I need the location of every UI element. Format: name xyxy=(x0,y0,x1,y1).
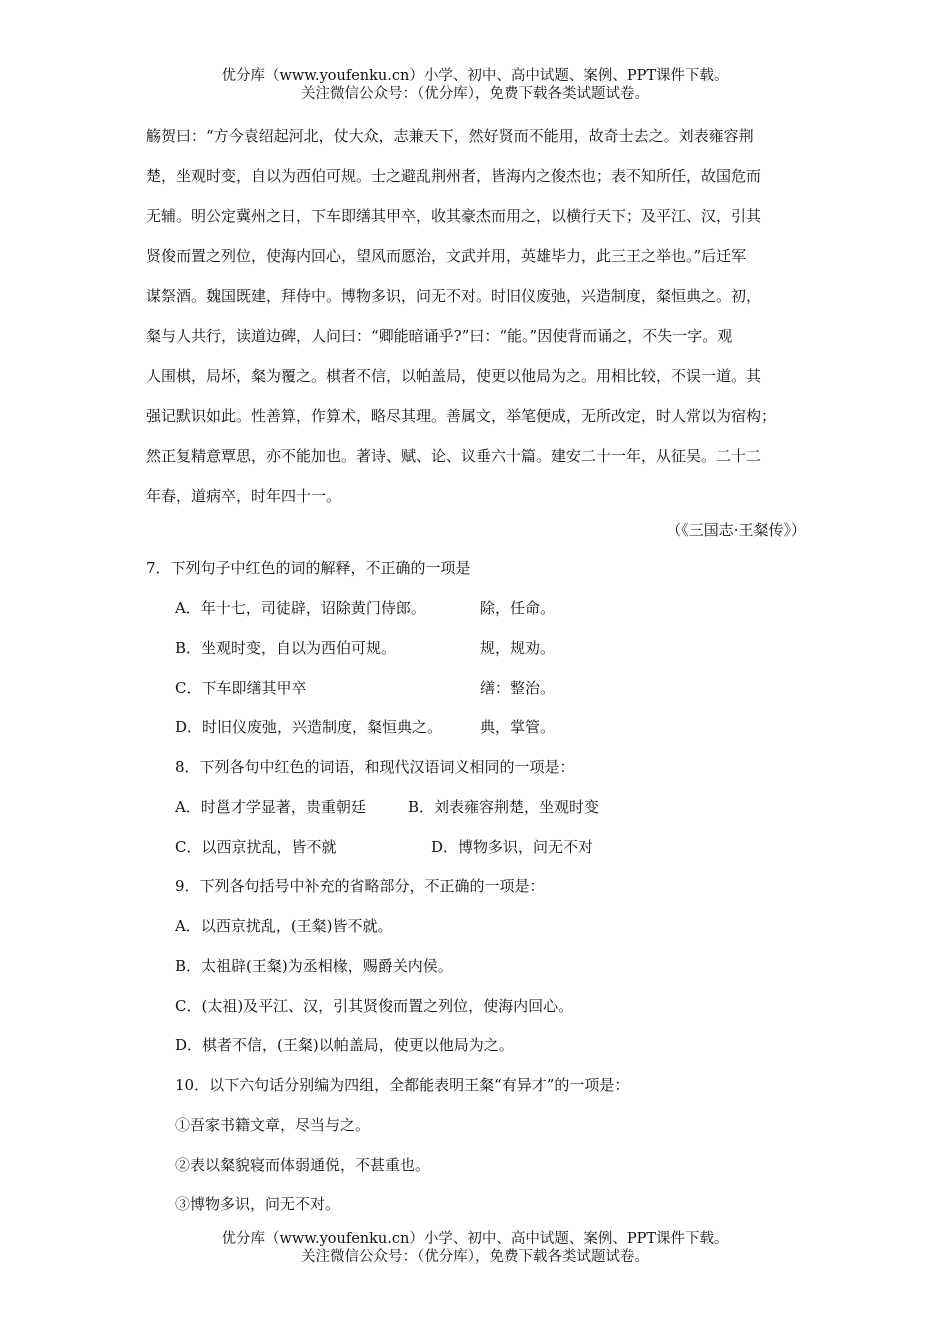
passage-line: 年春，道病卒，时年四十一。 xyxy=(146,487,342,505)
q7-option-c: C．下车即缮其甲卒 xyxy=(175,679,307,697)
q7-option-b: B．坐观时变，自以为西伯可规。 xyxy=(175,639,397,657)
q8-option-b: B．刘表雍容荆楚，坐观时变 xyxy=(408,798,600,816)
q7-gloss-c: 缮：整治。 xyxy=(480,679,556,697)
q9-stem: 9．下列各句括号中补充的省略部分，不正确的一项是： xyxy=(175,877,545,895)
footer-line-2: 关注微信公众号：（优分库），免费下载各类试题试卷。 xyxy=(301,1249,649,1265)
passage-line: 人围棋，局坏，粲为覆之。棋者不信，以帕盖局，使更以他局为之。用相比较，不误一道。其 xyxy=(146,367,762,385)
q9-option-c: C．(太祖)及平江、汉，引其贤俊而置之列位，使海内回心。 xyxy=(175,997,574,1015)
page-header xyxy=(0,67,950,103)
q7-option-a: A．年十七，司徒辟，诏除黄门侍郎。 xyxy=(175,599,426,617)
q8-stem: 8．下列各句中红色的词语，和现代汉语词义相同的一项是： xyxy=(175,758,575,776)
q8-option-d: D．博物多识，问无不对 xyxy=(431,838,594,856)
q7-gloss-d: 典，掌管。 xyxy=(480,718,556,736)
q10-item-2: ②表以粲貌寝而体弱通侻，不甚重也。 xyxy=(175,1156,431,1174)
passage-line: 无辅。明公定冀州之日，下车即缮其甲卒，收其豪杰而用之，以横行天下；及平江、汉，引其 xyxy=(146,207,762,225)
passage-line: 强记默识如此。性善算，作算术，略尽其理。善属文，举笔便成，无所改定，时人常以为宿构； xyxy=(146,407,777,425)
header-line-2: 关注微信公众号：（优分库），免费下载各类试题试卷。 xyxy=(301,86,649,102)
passage-line: 楚，坐观时变，自以为西伯可规。士之避乱荆州者，皆海内之俊杰也；表不知所任，故国危而 xyxy=(146,167,762,185)
page-footer xyxy=(0,1230,950,1266)
passage-line: 觞贺曰：“方今袁绍起河北，仗大众，志兼天下，然好贤而不能用，故奇士去之。刘表雍容荆 xyxy=(146,127,754,145)
q9-option-b: B．太祖辟(王粲)为丞相椽，赐爵关内侯。 xyxy=(175,957,453,975)
footer-line-1: 优分库（www.youfenku.cn）小学、初中、高中试题、案例、PPT课件下载。 xyxy=(221,1231,729,1247)
q8-option-a: A．时邕才学显著，贵重朝廷 xyxy=(175,798,366,816)
q7-stem: 7．下列句子中红色的词的解释，不正确的一项是 xyxy=(146,559,471,577)
passage-line: 粲与人共行，读道边碑，人问曰：“卿能暗诵乎?”曰：“能。”因使背而诵之，不失一字。观 xyxy=(146,327,733,345)
q7-option-d: D．时旧仪废弛，兴造制度，粲恒典之。 xyxy=(175,718,443,736)
passage-source: （《三国志·王粲传》） xyxy=(666,521,806,539)
header-line-1: 优分库（www.youfenku.cn）小学、初中、高中试题、案例、PPT课件下载。 xyxy=(221,68,729,84)
q7-gloss-b: 规，规劝。 xyxy=(480,639,556,657)
passage-line: 贤俊而置之列位，使海内回心，望风而愿治，文武并用，英雄毕力，此三王之举也。”后迁军 xyxy=(146,247,747,265)
passage-line: 谋祭酒。魏国既建，拜侍中。博物多识，问无不对。时旧仪废弛，兴造制度，粲恒典之。初， xyxy=(146,287,762,305)
q8-option-c: C．以西京扰乱，皆不就 xyxy=(175,838,337,856)
q10-item-1: ①吾家书籍文章，尽当与之。 xyxy=(175,1116,371,1134)
q9-option-a: A．以西京扰乱，(王粲)皆不就。 xyxy=(175,917,393,935)
q7-gloss-a: 除，任命。 xyxy=(480,599,556,617)
q10-stem: 10．以下六句话分别编为四组，全都能表明王粲“有异才”的一项是： xyxy=(175,1076,630,1094)
q10-item-3: ③博物多识，问无不对。 xyxy=(175,1195,341,1213)
passage-line: 然正复精意覃思，亦不能加也。著诗、赋、论、议垂六十篇。建安二十一年，从征吴。二十二 xyxy=(146,447,762,465)
q9-option-d: D．棋者不信，(王粲)以帕盖局，使更以他局为之。 xyxy=(175,1036,514,1054)
